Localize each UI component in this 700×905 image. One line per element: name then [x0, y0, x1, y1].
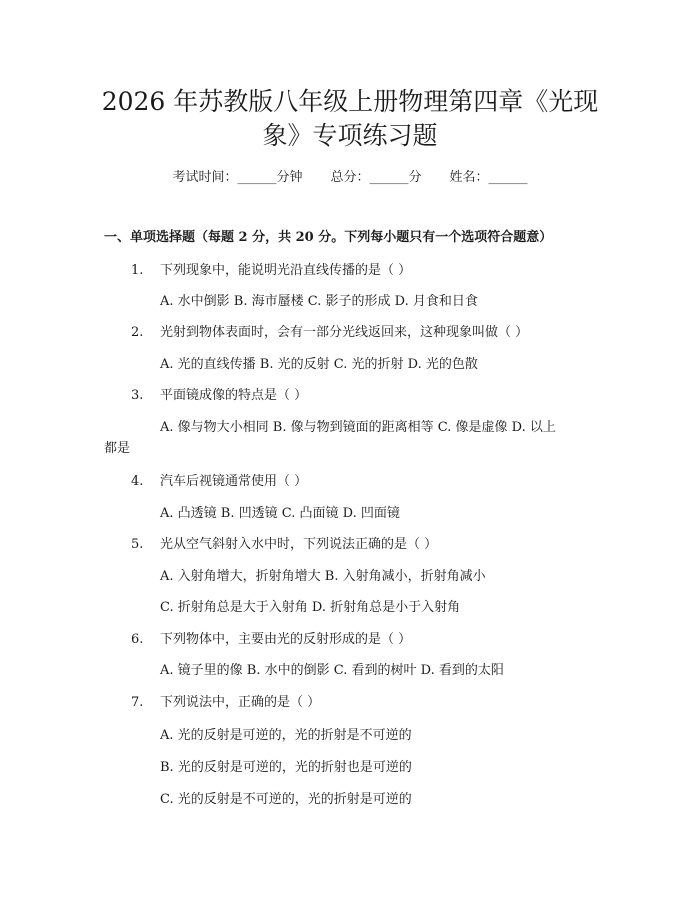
exam-time-field: 考试时间：______分钟 — [172, 170, 303, 185]
question-number: 3. — [131, 388, 144, 403]
document-title-line-2: 象》专项练习题 — [262, 121, 438, 150]
question-options-continuation: 都是 — [104, 441, 131, 456]
question-text: 平面镜成像的特点是（ ） — [160, 388, 308, 403]
question-number: 5. — [131, 537, 144, 552]
question-text: 汽车后视镜通常使用（ ） — [160, 474, 308, 489]
question-text: 下列物体中，主要由光的反射形成的是（ ） — [160, 632, 412, 647]
exam-info-row — [0, 168, 700, 188]
question-text: 光从空气斜射入水中时，下列说法正确的是（ ） — [160, 537, 438, 552]
question-text: 下列现象中，能说明光沿直线传播的是（ ） — [160, 263, 412, 278]
student-name-field: 姓名：______ — [449, 170, 528, 185]
question-options: A. 镜子里的像 B. 水中的倒影 C. 看到的树叶 D. 看到的太阳 — [160, 663, 504, 678]
question-options: A. 像与物大小相同 B. 像与物到镜面的距离相等 C. 像是虚像 D. 以上 — [160, 420, 556, 435]
total-score-field: 总分：______分 — [330, 170, 422, 185]
section-1-title: 一、单项选择题（每题 2 分，共 20 分。下列每小题只有一个选项符合题意） — [104, 230, 553, 245]
question-options: A. 入射角增大，折射角增大 B. 入射角减小，折射角减小 — [160, 569, 486, 584]
question-options: A. 光的直线传播 B. 光的反射 C. 光的折射 D. 光的色散 — [160, 357, 478, 372]
question-options: A. 光的反射是可逆的，光的折射是不可逆的 — [160, 728, 412, 743]
question-options: C. 折射角总是大于入射角 D. 折射角总是小于入射角 — [160, 600, 461, 615]
question-options: C. 光的反射是不可逆的，光的折射是可逆的 — [160, 792, 412, 807]
question-number: 1. — [131, 263, 144, 278]
question-options: B. 光的反射是可逆的，光的折射也是可逆的 — [160, 760, 412, 775]
question-number: 2. — [131, 325, 144, 340]
question-options: A. 凸透镜 B. 凹透镜 C. 凸面镜 D. 凹面镜 — [160, 506, 400, 521]
question-number: 4. — [131, 474, 144, 489]
question-number: 6. — [131, 632, 144, 647]
question-number: 7. — [131, 695, 144, 710]
question-text: 下列说法中，正确的是（ ） — [160, 695, 321, 710]
document-title-line-1: 2026 年苏教版八年级上册物理第四章《光现 — [101, 87, 599, 116]
question-text: 光射到物体表面时，会有一部分光线返回来，这种现象叫做（ ） — [160, 325, 529, 340]
question-options: A. 水中倒影 B. 海市蜃楼 C. 影子的形成 D. 月食和日食 — [160, 294, 478, 309]
